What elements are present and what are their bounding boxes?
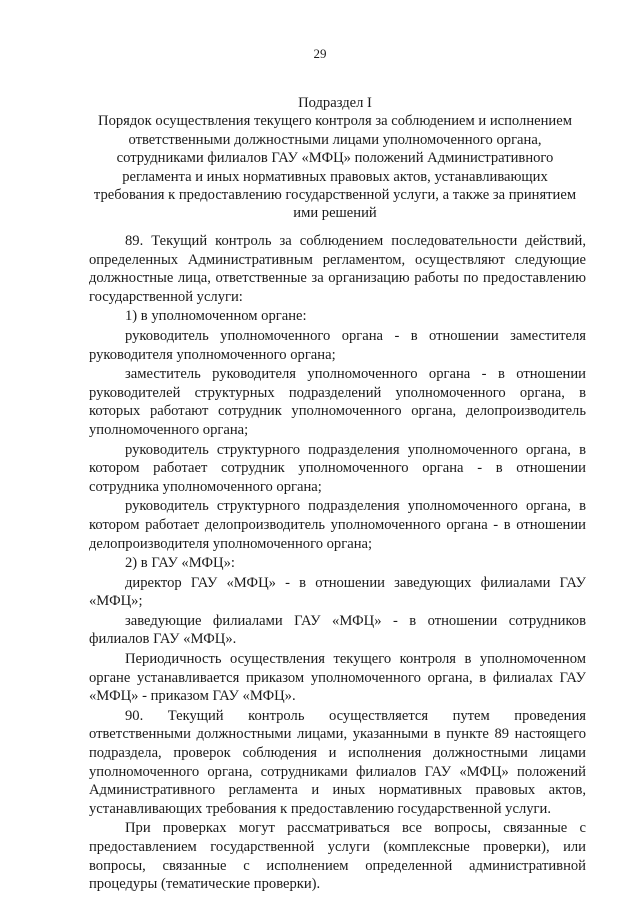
list-item: 1) в уполномоченном органе: (125, 308, 307, 325)
list-item: руководитель структурного подразделения уполномоченного органа, в котором работает делопроизводитель уполномоченного органа - в отношении делопроизводителя уполномоченного органа; (89, 498, 586, 552)
heading-line: ответственными должностными лицами уполномоченного органа, (128, 131, 542, 148)
heading-line: ими решений (293, 205, 377, 222)
subsection-title: Подраздел I (298, 95, 372, 111)
paragraph-89: 89. Текущий контроль за соблюдением последовательности действий, определенных Административным регламентом, осуществляют следующие должностные лица, ответственные за организацию работы по предоставлению государственной услуги: (89, 233, 586, 305)
paragraph: Периодичность осуществления текущего контроля в уполномоченном органе устанавливается приказом уполномоченного органа, в филиалах ГАУ «МФЦ» - приказом ГАУ «МФЦ». (89, 651, 586, 705)
section-heading (86, 94, 584, 223)
heading-line: сотрудниками филиалов ГАУ «МФЦ» положений Административного (116, 150, 554, 167)
paragraph-90: 90. Текущий контроль осуществляется путем проведения ответственными должностными лицами, указанными в пункте 89 настоящего подраздела, проверок соблюдения и исполнения должностными лицами уполномоченного органа, сотрудниками филиалов ГАУ «МФЦ» положений Административного регламента и иных нормативных правовых актов, устанавливающих требования к предоставлению государственной услуги. (89, 707, 586, 817)
list-item: директор ГАУ «МФЦ» - в отношении заведующих филиалами ГАУ «МФЦ»; (89, 574, 586, 610)
paragraph: При проверках могут рассматриваться все вопросы, связанные с предоставлением государственной услуги (комплексные проверки), или вопросы, связанные с исполнением определенной административной процедуры (тематические проверки). (89, 820, 586, 893)
heading-line: регламента и иных нормативных правовых актов, устанавливающих (122, 168, 548, 185)
list-item: 2) в ГАУ «МФЦ»: (125, 555, 235, 572)
page-number: 29 (313, 46, 327, 61)
list-item: заведующие филиалами ГАУ «МФЦ» - в отношении сотрудников филиалов ГАУ «МФЦ». (89, 612, 586, 648)
list-item: заместитель руководителя уполномоченного органа - в отношении руководителей структурных подразделений уполномоченного органа, в которых работают сотрудник уполномоченного органа, делопроизводитель уполномоченного органа; (89, 366, 586, 438)
document-body (89, 232, 586, 894)
list-item: руководитель уполномоченного органа - в отношении заместителя руководителя уполномоченного органа; (89, 327, 586, 363)
heading-line: Порядок осуществления текущего контроля за соблюдением и исполнением (98, 113, 572, 130)
heading-line: требования к предоставлению государственной услуги, а также за принятием (93, 187, 577, 204)
list-item: руководитель структурного подразделения уполномоченного органа, в котором работает сотрудник уполномоченного органа - в отношении сотрудника уполномоченного органа; (89, 441, 586, 495)
